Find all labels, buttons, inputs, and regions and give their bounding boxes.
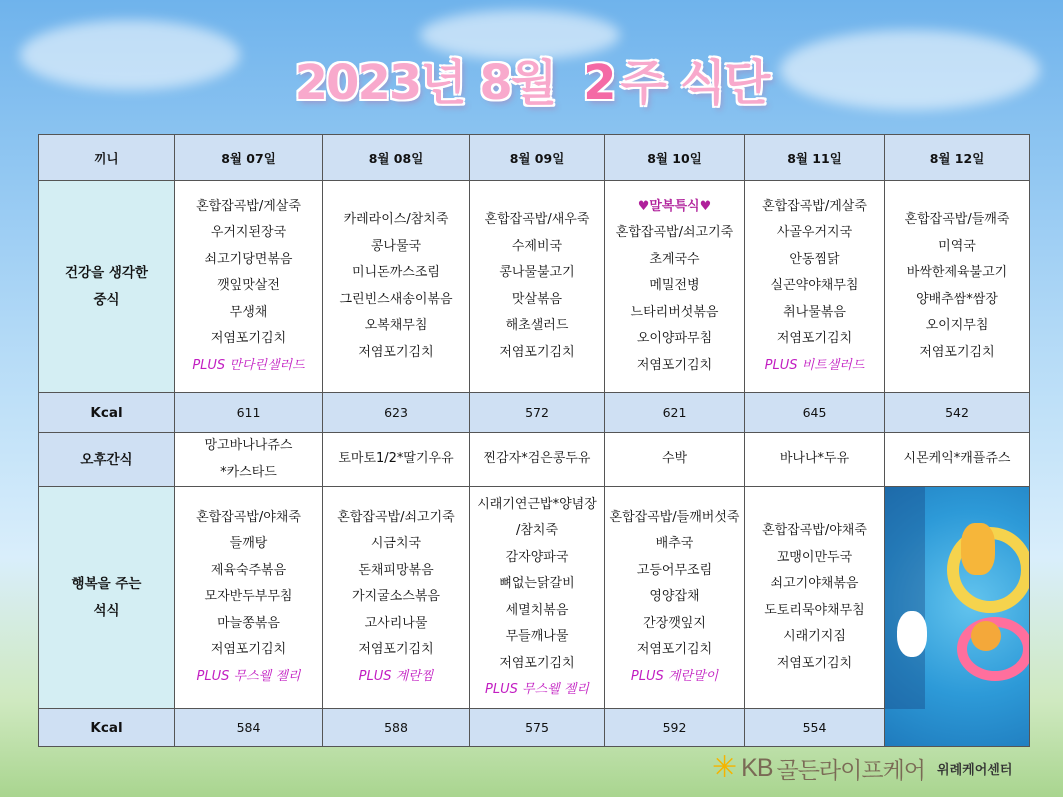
menu-item: 저염포기김치 — [919, 344, 995, 360]
snack-cell — [470, 433, 605, 487]
kcal-label: Kcal — [39, 709, 175, 747]
menu-item: *카스타드 — [220, 464, 277, 480]
menu-item: 혼합잡곡밥/쇠고기죽 — [337, 509, 455, 525]
menu-item: 토마토1/2*딸기우유 — [338, 451, 454, 467]
menu-item: 혼합잡곡밥/들깨죽 — [904, 212, 1010, 227]
menu-item: 세멸치볶음 — [505, 602, 569, 618]
menu-item: 무생채 — [229, 304, 268, 320]
menu-item: 저염포기김치 — [210, 642, 287, 658]
menu-item: 저염포기김치 — [499, 655, 575, 671]
day-header: 8월 11일 — [745, 135, 885, 181]
day-header: 8월 12일 — [885, 135, 1030, 181]
menu-item: 바나나*두유 — [779, 451, 850, 467]
menu-item: 영양잡채 — [649, 589, 700, 605]
menu-item: 저염포기김치 — [358, 642, 434, 658]
kcal-value: 611 — [175, 393, 323, 433]
menu-item: 오이양파무침 — [636, 331, 713, 347]
lunch-label — [39, 181, 175, 393]
lunch-label-line: 건강을 생각한 — [65, 265, 148, 281]
snack-cell — [175, 433, 323, 487]
menu-item: 모자반두부무침 — [204, 589, 293, 605]
menu-item: 혼합잡곡밥/야채죽 — [762, 523, 867, 538]
pool-illustration — [885, 487, 1030, 747]
dinner-cell — [175, 487, 323, 709]
kcal-value: 575 — [470, 709, 605, 747]
menu-item: 마늘쫑볶음 — [217, 615, 280, 631]
dinner-cell — [605, 487, 745, 709]
menu-item: 시몬케익*캐플쥬스 — [903, 451, 1011, 467]
lunch-cell — [745, 181, 885, 393]
menu-item: 제육숙주볶음 — [210, 562, 287, 578]
menu-item: 망고바나나쥬스 — [204, 438, 293, 453]
menu-item: 꼬맹이만두국 — [776, 549, 853, 565]
menu-item: 혼합잡곡밥/쇠고기죽 — [615, 225, 734, 241]
day-header: 8월 09일 — [470, 135, 605, 181]
menu-item: 고등어무조림 — [636, 562, 713, 578]
dinner-cell — [323, 487, 470, 709]
kcal-value: 623 — [323, 393, 470, 433]
menu-item: 우거지된장국 — [210, 225, 287, 241]
menu-item: 카레라이스/참치죽 — [343, 212, 449, 227]
menu-item: 느타리버섯볶음 — [630, 304, 719, 320]
lunch-label-line: 중식 — [93, 291, 120, 308]
plus-item: PLUS 비트샐러드 — [764, 357, 865, 373]
dinner-label-line: 행복을 주는 — [71, 576, 142, 592]
title-week-number: 2 — [583, 55, 615, 111]
title-year-month: 2023년 8월 — [294, 55, 556, 111]
menu-item: 시래기지짐 — [783, 629, 846, 644]
snack-cell — [745, 433, 885, 487]
rabbit-character-image — [897, 611, 927, 657]
dinner-label — [39, 487, 175, 709]
title-week-text: 주 식단 — [620, 55, 769, 111]
kcal-value: 572 — [470, 393, 605, 433]
menu-item: 들깨탕 — [229, 536, 268, 552]
menu-item: 메밀전병 — [649, 278, 700, 294]
menu-item: 깻잎맛살전 — [217, 278, 280, 294]
menu-item: 양배추쌈*쌈장 — [916, 291, 998, 307]
footer-logo — [712, 748, 1012, 788]
menu-item: 무들깨나물 — [505, 629, 569, 644]
header-row — [39, 135, 1030, 181]
menu-item: 혼합잡곡밥/게살죽 — [762, 198, 867, 214]
menu-item: 수박 — [661, 451, 688, 467]
menu-item: 저염포기김치 — [636, 357, 713, 373]
kcal-value: 588 — [323, 709, 470, 747]
menu-item: 오이지무침 — [925, 318, 989, 333]
snack-row — [39, 433, 1030, 487]
menu-item: 미역국 — [938, 238, 976, 254]
menu-item: 뼈없는닭갈비 — [499, 576, 575, 591]
plus-item: PLUS 무스웰 젤리 — [196, 668, 301, 684]
pineapple-character-image — [961, 523, 995, 575]
menu-item: 배추국 — [655, 536, 694, 552]
menu-item: 취나물볶음 — [783, 304, 846, 320]
special-meal-label: ♥말복특식♥ — [637, 198, 712, 214]
menu-item: 혼합잡곡밥/새우죽 — [484, 212, 590, 227]
dinner-cell — [745, 487, 885, 709]
menu-item: 저염포기김치 — [776, 655, 853, 671]
menu-item: 초계국수 — [649, 251, 700, 267]
star-icon: ✳ — [712, 750, 738, 785]
kcal-value: 621 — [605, 393, 745, 433]
snack-label: 오후간식 — [39, 433, 175, 487]
lunch-cell — [175, 181, 323, 393]
lunch-row — [39, 181, 1030, 393]
kcal-value: 542 — [885, 393, 1030, 433]
dinner-row — [39, 487, 1030, 709]
plus-item: PLUS 계란말이 — [630, 668, 719, 684]
menu-item: 실곤약야채무침 — [770, 278, 859, 294]
lunch-cell — [605, 181, 745, 393]
day-header: 8월 07일 — [175, 135, 323, 181]
menu-item: 저염포기김치 — [636, 642, 713, 658]
plus-item: PLUS 만다린샐러드 — [192, 357, 305, 373]
menu-item: 저염포기김치 — [499, 344, 575, 360]
day-header: 8월 08일 — [323, 135, 470, 181]
lunch-cell — [885, 181, 1030, 393]
center-name: 위례케어센터 — [937, 762, 1013, 778]
menu-item: 미니돈까스조림 — [352, 265, 440, 280]
menu-item: 바싹한제육불고기 — [906, 265, 1008, 280]
menu-item: 혼합잡곡밥/야채죽 — [196, 509, 301, 525]
plus-item: PLUS 무스웰 젤리 — [485, 682, 589, 697]
menu-item: 콩나물불고기 — [499, 265, 575, 280]
brand-kb: KB — [741, 753, 773, 782]
menu-item: 안동찜닭 — [789, 251, 840, 267]
dinner-kcal-row — [39, 709, 1030, 747]
menu-item: 간장깻잎지 — [643, 615, 706, 631]
snack-cell — [323, 433, 470, 487]
dinner-cell — [470, 487, 605, 709]
menu-item: 시래기연근밥*양념장 — [477, 496, 597, 512]
menu-item: 해초샐러드 — [505, 318, 569, 333]
menu-item: 시금치국 — [370, 536, 422, 552]
plus-item: PLUS 계란찜 — [358, 668, 434, 684]
snack-cell — [605, 433, 745, 487]
bear-character-image — [971, 621, 1001, 651]
meal-header: 끼니 — [39, 135, 175, 181]
menu-item: 돈채피망볶음 — [358, 562, 434, 578]
menu-item: 저염포기김치 — [210, 331, 287, 347]
lunch-cell — [470, 181, 605, 393]
menu-item: 콩나물국 — [370, 238, 422, 254]
menu-item: 고사리나물 — [364, 615, 428, 631]
lunch-kcal-row — [39, 393, 1030, 433]
menu-item: 오복채무침 — [364, 318, 428, 333]
menu-item: 수제비국 — [511, 238, 563, 254]
kcal-value: 584 — [175, 709, 323, 747]
menu-item: /참치죽 — [515, 523, 559, 538]
brand-name: 골든라이프케어 — [776, 757, 926, 784]
kcal-value: 554 — [745, 709, 885, 747]
lunch-cell — [323, 181, 470, 393]
kcal-value: 645 — [745, 393, 885, 433]
weekly-menu-table — [38, 134, 1030, 747]
dinner-label-line: 석식 — [93, 602, 120, 619]
menu-item: 저염포기김치 — [776, 331, 853, 347]
menu-item: 가지굴소스볶음 — [352, 589, 440, 605]
page-title — [0, 44, 1063, 113]
menu-item: 감자양파국 — [505, 549, 569, 565]
kcal-label: Kcal — [39, 393, 175, 433]
menu-item: 혼합잡곡밥/들깨버섯죽 — [609, 509, 740, 525]
menu-item: 쇠고기야채볶음 — [770, 576, 859, 591]
kcal-value: 592 — [605, 709, 745, 747]
menu-item: 맛살볶음 — [511, 291, 563, 307]
menu-item: 그린빈스새송이볶음 — [339, 291, 453, 307]
menu-item: 쇠고기당면볶음 — [204, 251, 293, 267]
day-header: 8월 10일 — [605, 135, 745, 181]
menu-item: 사골우거지국 — [776, 225, 853, 241]
menu-item: 혼합잡곡밥/게살죽 — [196, 198, 301, 214]
menu-item: 저염포기김치 — [358, 344, 434, 360]
snack-cell — [885, 433, 1030, 487]
menu-item: 찐감자*검은콩두유 — [483, 451, 591, 467]
menu-item: 도토리묵야채무침 — [764, 602, 865, 618]
